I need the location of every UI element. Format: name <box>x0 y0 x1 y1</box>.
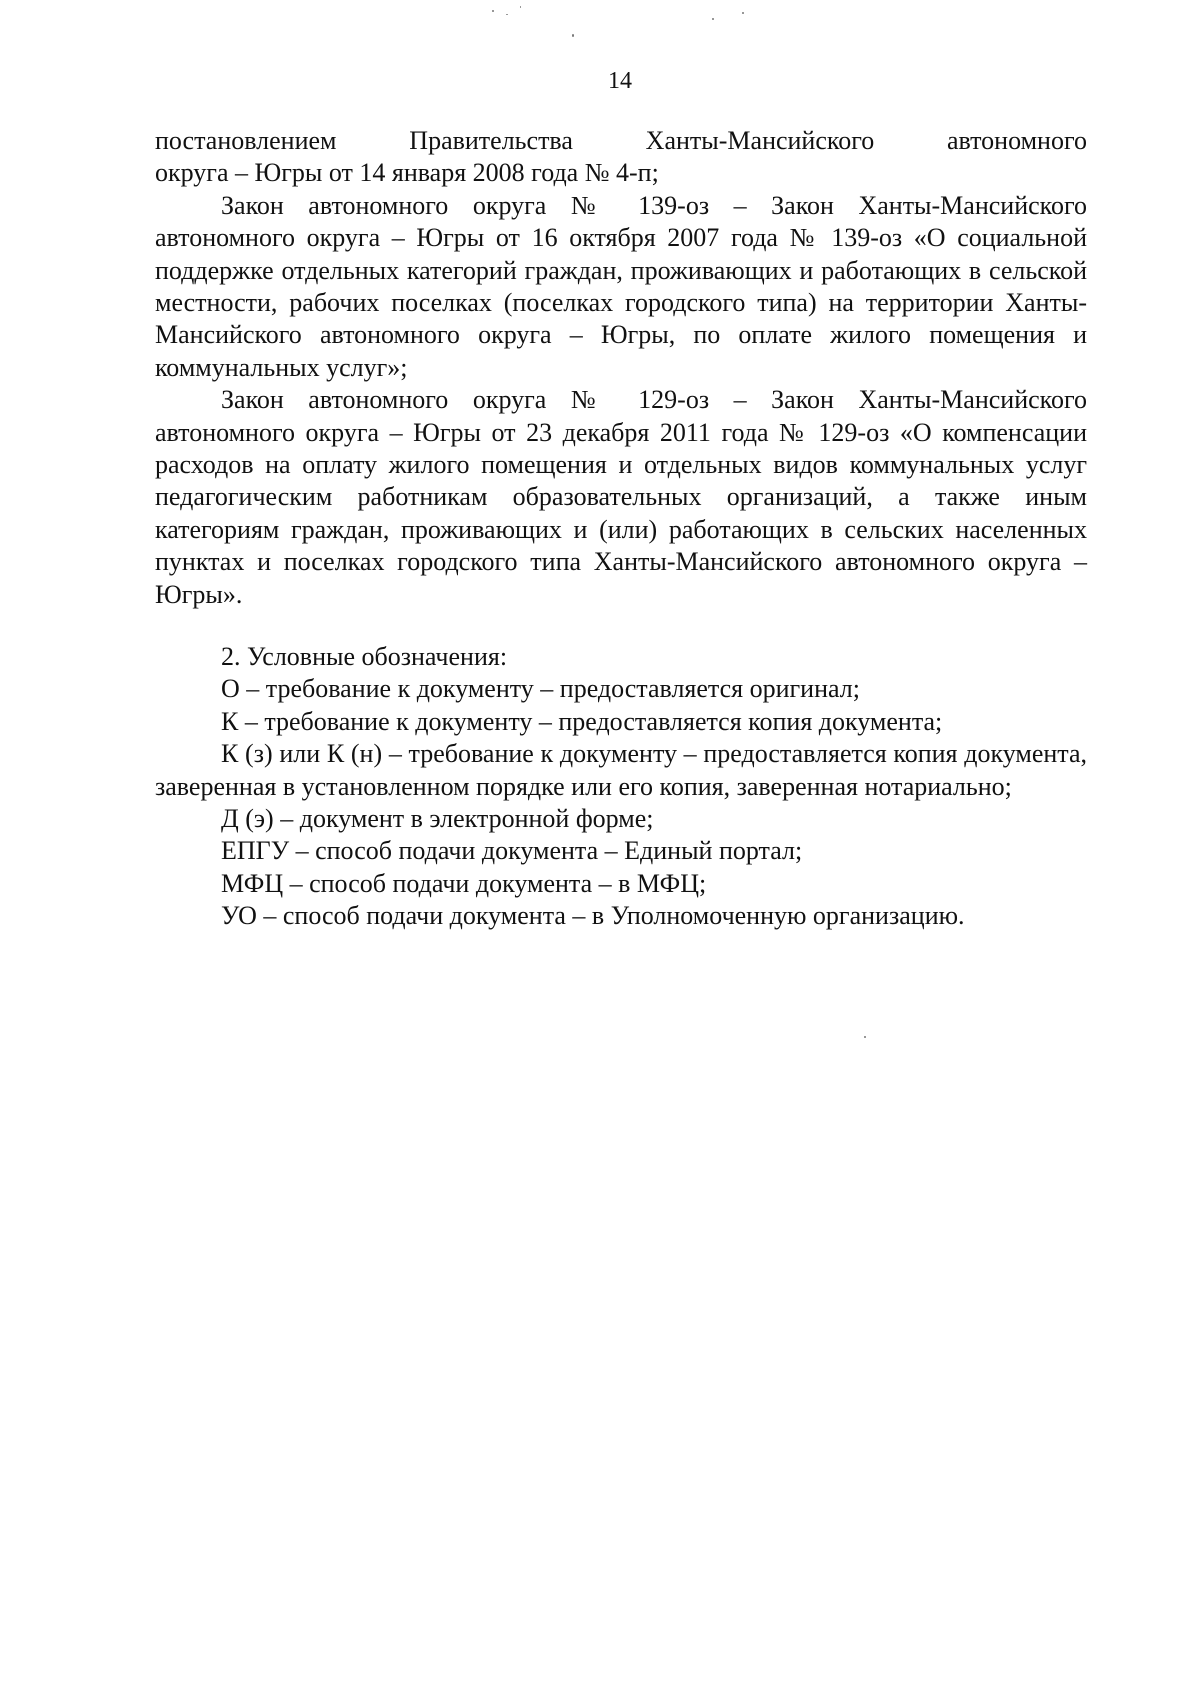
law-139-paragraph: Закон автономного округа № 139-оз – Закон Ханты-Мансийского автономного округа – Югры от 16 октября 2007 года № 139-оз «О социальной поддержке отдельных категорий граждан, проживающих и работающих в сельской местности, рабочих поселках (поселках городского типа) на территории Ханты-Мансийского автономного округа – Югры, по оплате жилого помещения и коммунальных услуг»; <box>155 190 1087 382</box>
scan-speck <box>520 6 521 8</box>
scan-speck <box>492 10 494 12</box>
scan-speck <box>864 1036 866 1038</box>
legend-item: ЕПГУ – способ подачи документа – Единый портал; <box>221 836 803 866</box>
intro-line-2: округа – Югры от 14 января 2008 года № 4-п; <box>155 158 659 188</box>
legend-item: К (з) или К (н) – требование к документу – предоставляется копия документа, заверенная в установленном порядке или его копия, заверенная нотариально; <box>155 739 1087 801</box>
legend-section <box>155 641 1087 933</box>
page-number: 14 <box>608 68 632 94</box>
scan-speck <box>572 34 574 37</box>
legend-item: К – требование к документу – предоставляется копия документа; <box>221 706 943 736</box>
legend-item: О – требование к документу – предоставляется оригинал; <box>221 674 860 704</box>
scan-speck <box>712 18 714 20</box>
legend-item: МФЦ – способ подачи документа – в МФЦ; <box>221 868 707 898</box>
scan-speck <box>506 14 508 15</box>
legend-item: УО – способ подачи документа – в Уполномоченную организацию. <box>221 901 965 931</box>
intro-line-1: постановлением Правительства Ханты-Мансийского автономного <box>155 126 1087 155</box>
legend-title: 2. Условные обозначения: <box>221 642 508 671</box>
laws-section <box>155 125 1087 611</box>
legend-item: Д (э) – документ в электронной форме; <box>221 804 654 834</box>
scan-speck <box>742 12 744 14</box>
law-129-paragraph: Закон автономного округа № 129-оз – Закон Ханты-Мансийского автономного округа – Югры от 23 декабря 2011 года № 129-оз «О компенсации расходов на оплату жилого помещения и отдельных видов коммунальных услуг педагогическим работникам образовательных организаций, а также иным категориям граждан, проживающих и (или) работающих в сельских населенных пунктах и поселках городского типа Ханты-Мансийского автономного округа – Югры». <box>155 385 1087 609</box>
